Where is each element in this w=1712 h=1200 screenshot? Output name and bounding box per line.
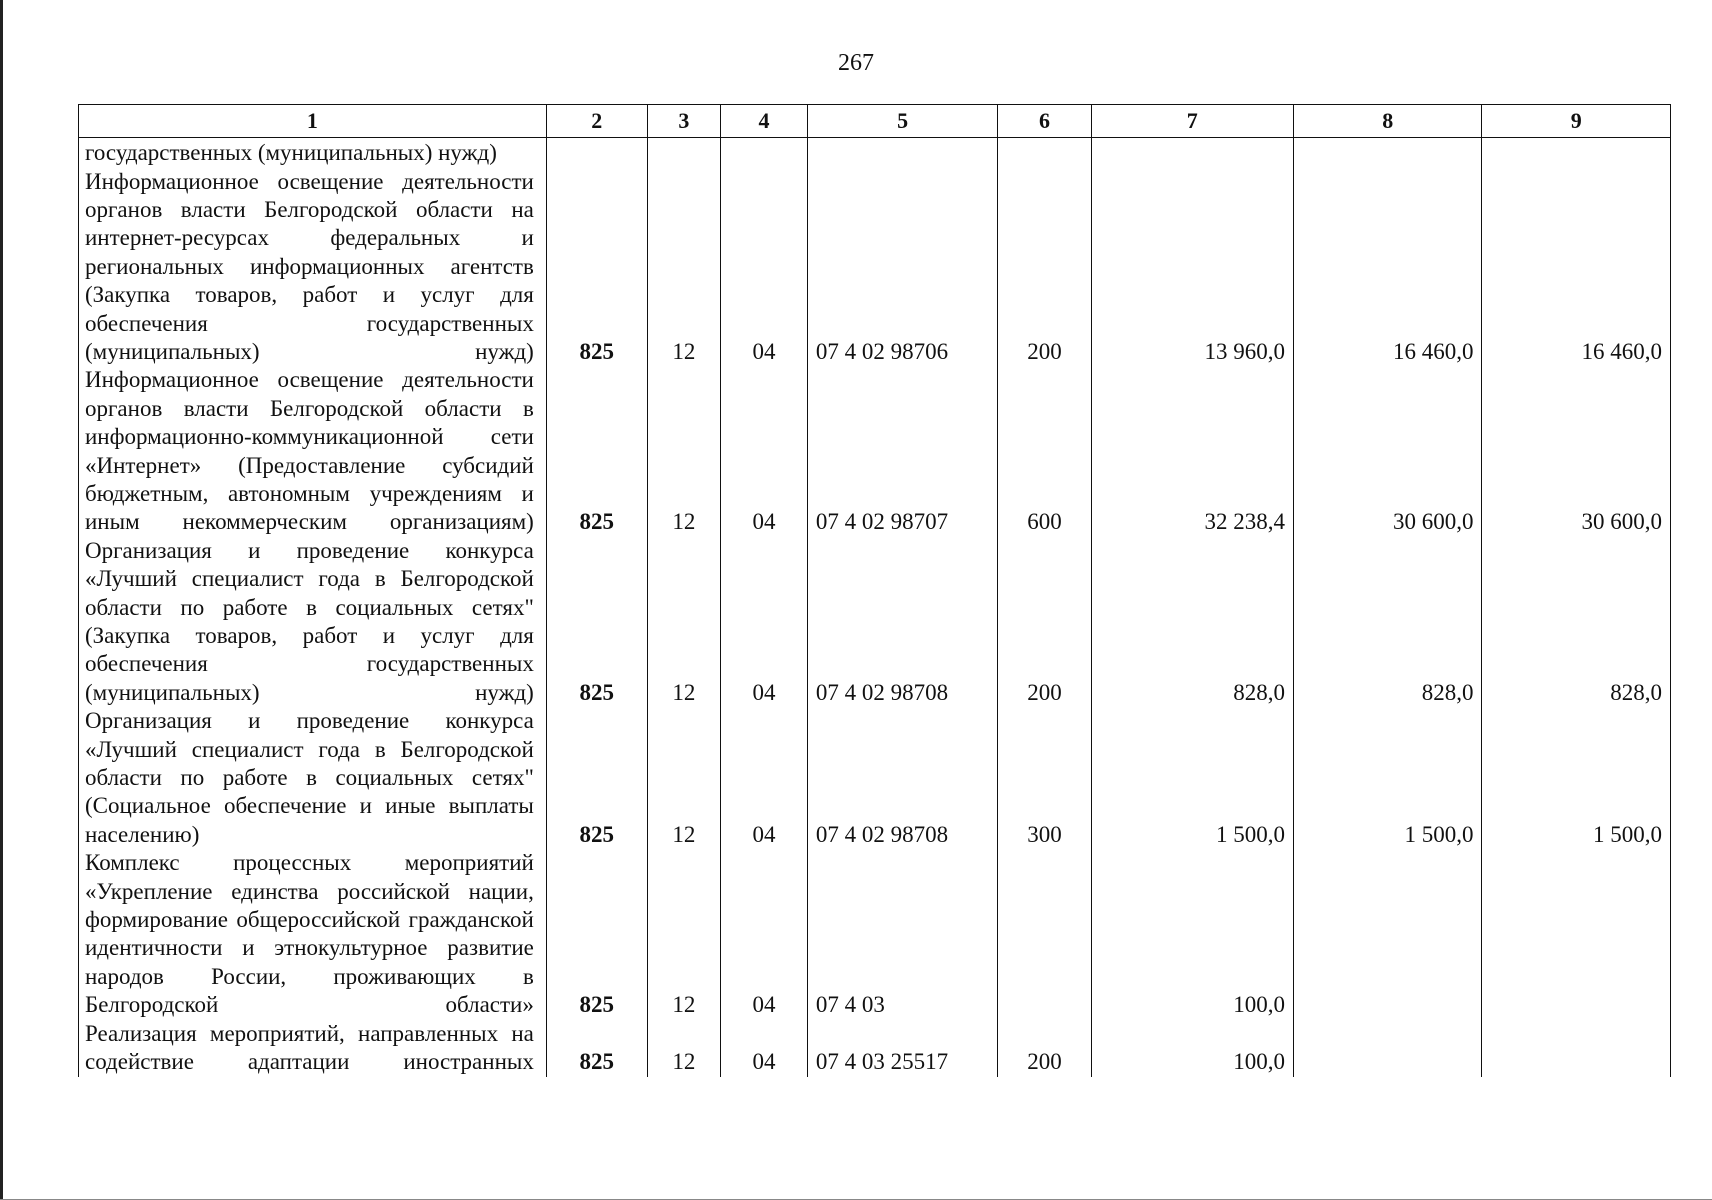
cell-col-4: 04 — [721, 168, 808, 367]
table-row — [79, 168, 1671, 367]
cell-col-3: 12 — [647, 168, 721, 367]
budget-table — [78, 104, 1671, 1077]
cell-col-9: 16 460,0 — [1482, 168, 1671, 367]
cell-col-5: 07 4 03 — [807, 849, 998, 1019]
header-col-8: 8 — [1294, 105, 1482, 138]
cell-col-4: 04 — [721, 707, 808, 849]
cell-col-6: 600 — [998, 366, 1091, 536]
table-row — [79, 1020, 1671, 1077]
header-col-6: 6 — [998, 105, 1091, 138]
cell-col-3: 12 — [647, 707, 721, 849]
cell-col-4: 04 — [721, 537, 808, 707]
cell-col-7: 32 238,4 — [1091, 366, 1294, 536]
cell-col-9: 30 600,0 — [1482, 366, 1671, 536]
table-row — [79, 138, 1671, 168]
cell-col-3: 12 — [647, 366, 721, 536]
cell-col-7: 100,0 — [1091, 1020, 1294, 1077]
cell-col-6: 200 — [998, 168, 1091, 367]
cell-col-6: 300 — [998, 707, 1091, 849]
cell-col-3: 12 — [647, 849, 721, 1019]
cell-col-9: 1 500,0 — [1482, 707, 1671, 849]
cell-col-5: 07 4 02 98707 — [807, 366, 998, 536]
header-col-4: 4 — [721, 105, 808, 138]
cell-col-2: 825 — [546, 537, 647, 707]
cell-col-3: 12 — [647, 537, 721, 707]
cell-col-5: 07 4 02 98708 — [807, 537, 998, 707]
scan-edge — [0, 0, 3, 1200]
cell-col-8: 828,0 — [1294, 537, 1482, 707]
cell-col-9 — [1482, 1020, 1671, 1077]
cell-col-2: 825 — [546, 366, 647, 536]
cell-col-7: 1 500,0 — [1091, 707, 1294, 849]
cell-col-5 — [807, 138, 998, 168]
cell-col-8: 30 600,0 — [1294, 366, 1482, 536]
cell-col-2: 825 — [546, 707, 647, 849]
cell-col-7: 13 960,0 — [1091, 168, 1294, 367]
cell-col-5: 07 4 02 98708 — [807, 707, 998, 849]
header-col-2: 2 — [546, 105, 647, 138]
header-row — [79, 105, 1671, 138]
cell-col-9: 828,0 — [1482, 537, 1671, 707]
header-col-1: 1 — [79, 105, 547, 138]
row-description: Информационное освещение деятельности органов власти Белгородской области в информационно-коммуникационной сети «Интернет» (Предоставление субсидий бюджетным, автономным учреждениям и иным некоммерческим организациям) — [79, 366, 547, 536]
cell-col-2: 825 — [546, 168, 647, 367]
cell-col-8 — [1294, 1020, 1482, 1077]
table-row — [79, 366, 1671, 536]
row-description: Организация и проведение конкурса «Лучший специалист года в Белгородской области по работе в социальных сетях" (Социальное обеспечение и иные выплаты населению) — [79, 707, 547, 849]
cell-col-4 — [721, 138, 808, 168]
cell-col-8: 1 500,0 — [1294, 707, 1482, 849]
cell-col-8 — [1294, 138, 1482, 168]
row-description: Информационное освещение деятельности органов власти Белгородской области на интернет-ресурсах федеральных и региональных информационных агентств (Закупка товаров, работ и услуг для обеспечения государственных (муниципальных) нужд) — [79, 168, 547, 367]
table-row — [79, 849, 1671, 1019]
cell-col-6 — [998, 138, 1091, 168]
cell-col-4: 04 — [721, 1020, 808, 1077]
row-description: государственных (муниципальных) нужд) — [79, 138, 547, 168]
header-col-7: 7 — [1091, 105, 1294, 138]
cell-col-6: 200 — [998, 537, 1091, 707]
cell-col-3: 12 — [647, 1020, 721, 1077]
cell-col-7: 828,0 — [1091, 537, 1294, 707]
row-description: Организация и проведение конкурса «Лучший специалист года в Белгородской области по работе в социальных сетях" (Закупка товаров, работ и услуг для обеспечения государственных (муниципальных) нужд) — [79, 537, 547, 707]
cell-col-7 — [1091, 138, 1294, 168]
cell-col-6: 200 — [998, 1020, 1091, 1077]
header-col-3: 3 — [647, 105, 721, 138]
row-description: Комплекс процессных мероприятий «Укрепление единства российской нации, формирование общероссийской гражданской идентичности и этнокультурное развитие народов России, проживающих в Белгородской области» — [79, 849, 547, 1019]
cell-col-4: 04 — [721, 849, 808, 1019]
cell-col-9 — [1482, 138, 1671, 168]
cell-col-5: 07 4 02 98706 — [807, 168, 998, 367]
page-number: 267 — [838, 50, 874, 76]
cell-col-2 — [546, 138, 647, 168]
cell-col-3 — [647, 138, 721, 168]
cell-col-4: 04 — [721, 366, 808, 536]
cell-col-2: 825 — [546, 1020, 647, 1077]
header-col-9: 9 — [1482, 105, 1671, 138]
cell-col-6 — [998, 849, 1091, 1019]
cell-col-7: 100,0 — [1091, 849, 1294, 1019]
cell-col-9 — [1482, 849, 1671, 1019]
table-row — [79, 707, 1671, 849]
cell-col-2: 825 — [546, 849, 647, 1019]
cell-col-8: 16 460,0 — [1294, 168, 1482, 367]
table-row — [79, 537, 1671, 707]
header-col-5: 5 — [807, 105, 998, 138]
cell-col-8 — [1294, 849, 1482, 1019]
row-description: Реализация мероприятий, направленных на содействие адаптации иностранных — [79, 1020, 547, 1077]
cell-col-5: 07 4 03 25517 — [807, 1020, 998, 1077]
